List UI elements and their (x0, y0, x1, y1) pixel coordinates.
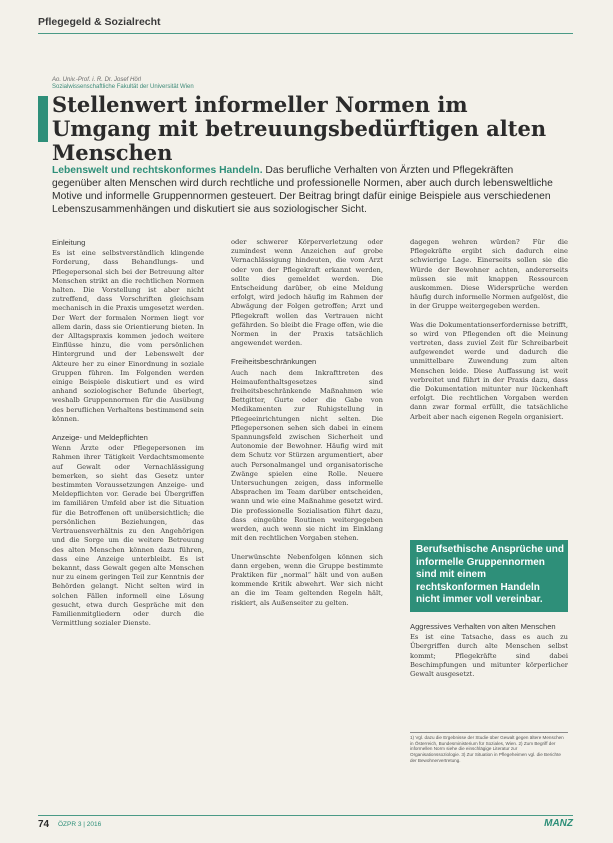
text-column-3 (410, 238, 568, 422)
paragraph: Es ist eine selbstverständlich klingende Forderung, dass Behandlungs- und Pflegepersonal sich bei der Betreuung alter Menschen strikt an die rechtlichen Normen halten. Die Vorstellung ist aber nicht zutreffend, dass Vorschriften gleichsam mechanisch in die Praxis umgesetzt werden. Der Wert der formalen Normen liegt vor allem darin, dass sie Orientierung bieten. In der Alltagspraxis kommen jedoch weitere Einflüsse hinzu, die vom persönlichen Hintergrund und der Lebenswelt der Akteure her zu einer Einordnung in soziale Gruppen führen. Im Folgenden werden einige Beispiele diskutiert und es wird anhand soziologischer Befunde überlegt, weshalb Gruppennormen für die Ausübung des beruflichen Verhaltens bestimmend sein können. (52, 249, 204, 423)
paragraph: oder schwerer Körperverletzung oder zumindest wenn Anzeichen auf grobe Vernachlässigung hindeuten, die vom Arzt oder von der Pflegekraft erkannt werden, sollte dies gemeldet werden. Die Entscheidung darüber, ob eine Meldung erfolgt, wird jedoch häufig im Rahmen der Abwägung der Folgen getroffen; Arzt und Pflegekraft wollen das Vertrauen nicht gefährden. So bleibt die Frage offen, wie die Normen in der Praxis tatsächlich angewendet werden. (231, 238, 383, 348)
text-column-1 (52, 238, 204, 628)
title-accent-bar (38, 96, 48, 142)
journal-issue: ÖZPR 3 | 2016 (58, 821, 102, 828)
paragraph: dagegen wehren würden? Für die Pflegekräfte ergibt sich dadurch eine schwierige Lage. Einerseits sollen sie die Würde der Bewohner achten, andererseits müssen sie mit knappen Ressourcen auskommen. Diese Widersprüche werden häufig durch informelle Normen aufgelöst, die in der Gruppe weitergegeben werden. (410, 238, 568, 311)
paragraph: Es ist eine Tatsache, dass es auch zu Übergriffen durch alte Menschen selbst kommt; Pflegekräfte sind dabei Beschimpfungen und mitunter körperlicher Gewalt ausgesetzt. (410, 633, 568, 679)
text-column-2 (231, 238, 383, 608)
paragraph: Unerwünschte Nebenfolgen können sich dann ergeben, wenn die Gruppe bestimmte Praktiken für „normal“ hält und von außen kommende Kritik abwehrt. Wer sich nicht an die im Team geltenden Regeln hält, riskiert, als Außenseiter zu gelten. (231, 552, 383, 607)
page-number: 74 (38, 819, 50, 830)
lead-highlight: Lebenswelt und rechtskonformes Handeln. (52, 165, 263, 176)
paragraph: Wenn Ärzte oder Pflegepersonen im Rahmen ihrer Tätigkeit Verdachtsmomente auf Gewalt oder Vernachlässigung bemerken, so sieht das Gesetz unter bestimmten Voraussetzungen Anzeige- und Meldepflichten vor. Gerade bei Übergriffen im familiären Umfeld aber ist die Situation für die Betroffenen oft unübersichtlich; die persönlichen Beziehungen, das Vertrauensverhältnis zu den Angehörigen und die Sorge um die weitere Betreuung des alten Menschen können dazu führen, dass eine Anzeige unterbleibt. Es ist bekannt, dass Gewalt gegen alte Menschen nur zu einem geringen Teil zur Kenntnis der Behörden gelangt. Nicht selten wird in solchen Fällen informell eine Lösung gesucht, etwa durch Gespräche mit den Familienmitgliedern oder durch die Vermittlung sozialer Dienste. (52, 444, 204, 628)
article-title: Stellenwert informeller Normen im Umgang mit betreuungsbedürftigen alten Menschen (52, 92, 547, 165)
paragraph: Was die Dokumentationserfordernisse betrifft, so wird von Pflegenden oft die Meinung vertreten, dass zuviel Zeit für Schreibarbeit aufgewendet werde und dadurch die unmittelbare Zuwendung zum alten Menschen leide. Diese Auffassung ist weit verbreitet und führt in der Praxis dazu, dass die Dokumentation mitunter nur lückenhaft erfolgt. Die rechtlichen Vorgaben werden dann zwar formal erfüllt, die tatsächliche Arbeit aber nach eigenen Regeln organisiert. (410, 320, 568, 421)
article-lead (52, 164, 562, 216)
footnote-rule (410, 732, 568, 733)
subheading-intro: Einleitung (52, 238, 86, 247)
subheading-aggression: Aggressives Verhalten von alten Menschen (410, 622, 556, 631)
subheading-reporting: Anzeige- und Meldepflichten (52, 433, 148, 443)
top-rule (38, 33, 573, 34)
bottom-rule (38, 815, 573, 816)
article-title-block (52, 93, 552, 165)
lead-text: Das berufliche Verhalten von Ärzten und Pflegekräften gegenüber alten Menschen wird durch rechtliche und professionelle Normen, aber auch durch lebensweltliche Motive und informelle Gruppennormen gesteuert. Der Beitrag bringt dafür einige Beispiele aus verschiedenen Lebenszusammenhängen und diskutiert sie aus soziologischer Sicht. (52, 165, 553, 215)
publisher-logo: MANZ (544, 818, 573, 829)
subheading-restraints: Freiheitsbeschränkungen (231, 357, 317, 367)
pull-quote: Berufsethische Ansprüche und informelle Gruppennormen sind mit einem rechtskonformen Handeln nicht immer voll vereinbar. (410, 540, 568, 612)
author-affiliation: Sozialwissenschaftliche Fakultät der Universität Wien (52, 84, 194, 90)
section-label: Pflegegeld & Sozialrecht (38, 16, 161, 28)
text-column-3-continued (410, 622, 568, 679)
footnotes: 1) Vgl. dazu die Ergebnisse der Studie über Gewalt gegen ältere Menschen in Österreich, Bundesministerium für Soziales, Wien. 2) Zum Begriff der informellen Norm siehe die einschlägige Literatur zur Organisationssoziologie. 3) Zur Situation in Pflegeheimen vgl. die Berichte der Bewohnervertretung. (410, 735, 564, 763)
author-block (52, 77, 194, 91)
author-name: Ao. Univ.-Prof. i. R. Dr. Josef Hörl (52, 77, 142, 83)
paragraph: Auch nach dem Inkrafttreten des Heimaufenthaltsgesetzes sind freiheitsbeschränkende Maßnahmen wie Bettgitter, Gurte oder die Gabe von Medikamenten zur Ruhigstellung in Pflegeeinrichtungen nicht selten. Die Pflegepersonen sehen sich dabei in einem Spannungsfeld zwischen Sicherheit und Autonomie der Bewohner. Häufig wird mit dem Schutz vor Stürzen argumentiert, aber auch Personalmangel und organisatorische Zwänge spielen eine Rolle. Neuere Untersuchungen zeigen, dass informelle Absprachen im Team darüber entscheiden, wann und wie eine Maßnahme gesetzt wird. Die professionelle Sozialisation führt dazu, dass eingeübte Routinen weitergegeben werden, auch wenn sie nicht im Einklang mit den rechtlichen Vorgaben stehen. (231, 368, 383, 543)
